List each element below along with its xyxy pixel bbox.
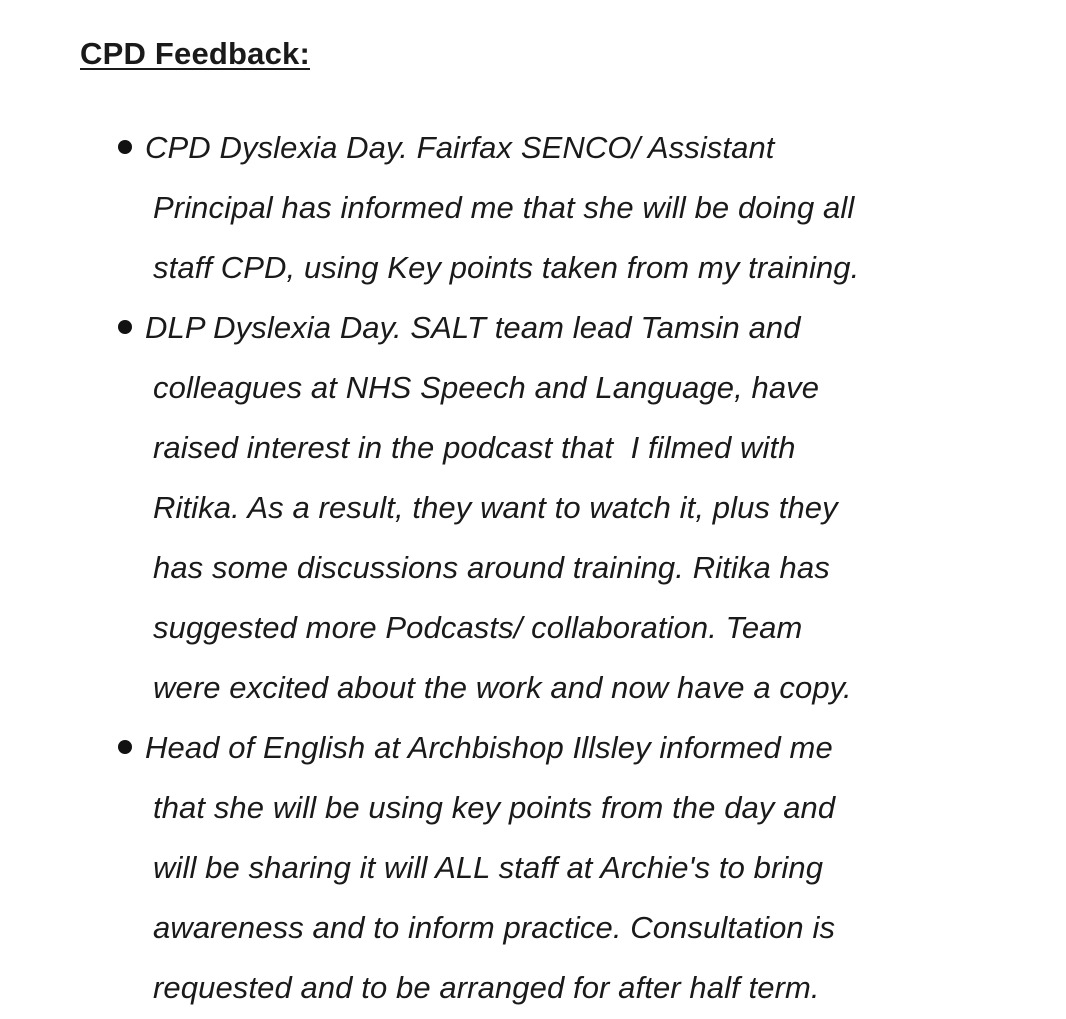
section-heading: CPD Feedback: bbox=[80, 36, 310, 71]
list-item-text: awareness and to inform practice. Consultation is bbox=[153, 910, 836, 945]
list-item-text: suggested more Podcasts/ collaboration. Team bbox=[153, 610, 803, 645]
list-item-text: will be sharing it will ALL staff at Archie's to bring bbox=[153, 850, 824, 885]
list-item-text: requested and to be arranged for after half term. bbox=[153, 970, 820, 1005]
feedback-list bbox=[114, 118, 1014, 1018]
list-item bbox=[114, 718, 1014, 1018]
list-item-text: has some discussions around training. Ritika has bbox=[153, 550, 830, 585]
list-item-text: staff CPD, using Key points taken from my training. bbox=[153, 250, 860, 285]
list-item-text: raised interest in the podcast that I filmed with bbox=[153, 430, 796, 465]
list-item-text: were excited about the work and now have a copy. bbox=[153, 670, 852, 705]
list-item-text: CPD Dyslexia Day. Fairfax SENCO/ Assistant bbox=[145, 130, 775, 165]
bullet-icon bbox=[118, 740, 132, 754]
list-item-text: that she will be using key points from the day and bbox=[153, 790, 836, 825]
list-item-text: DLP Dyslexia Day. SALT team lead Tamsin and bbox=[145, 310, 801, 345]
list-item bbox=[114, 118, 1014, 298]
bullet-icon bbox=[118, 140, 132, 154]
bullet-icon bbox=[118, 320, 132, 334]
list-item bbox=[114, 298, 1014, 718]
list-item-text: Principal has informed me that she will be doing all bbox=[153, 190, 855, 225]
list-item-text: colleagues at NHS Speech and Language, have bbox=[153, 370, 820, 405]
list-item-text: Ritika. As a result, they want to watch it, plus they bbox=[153, 490, 838, 525]
list-item-text: Head of English at Archbishop Illsley informed me bbox=[145, 730, 833, 765]
